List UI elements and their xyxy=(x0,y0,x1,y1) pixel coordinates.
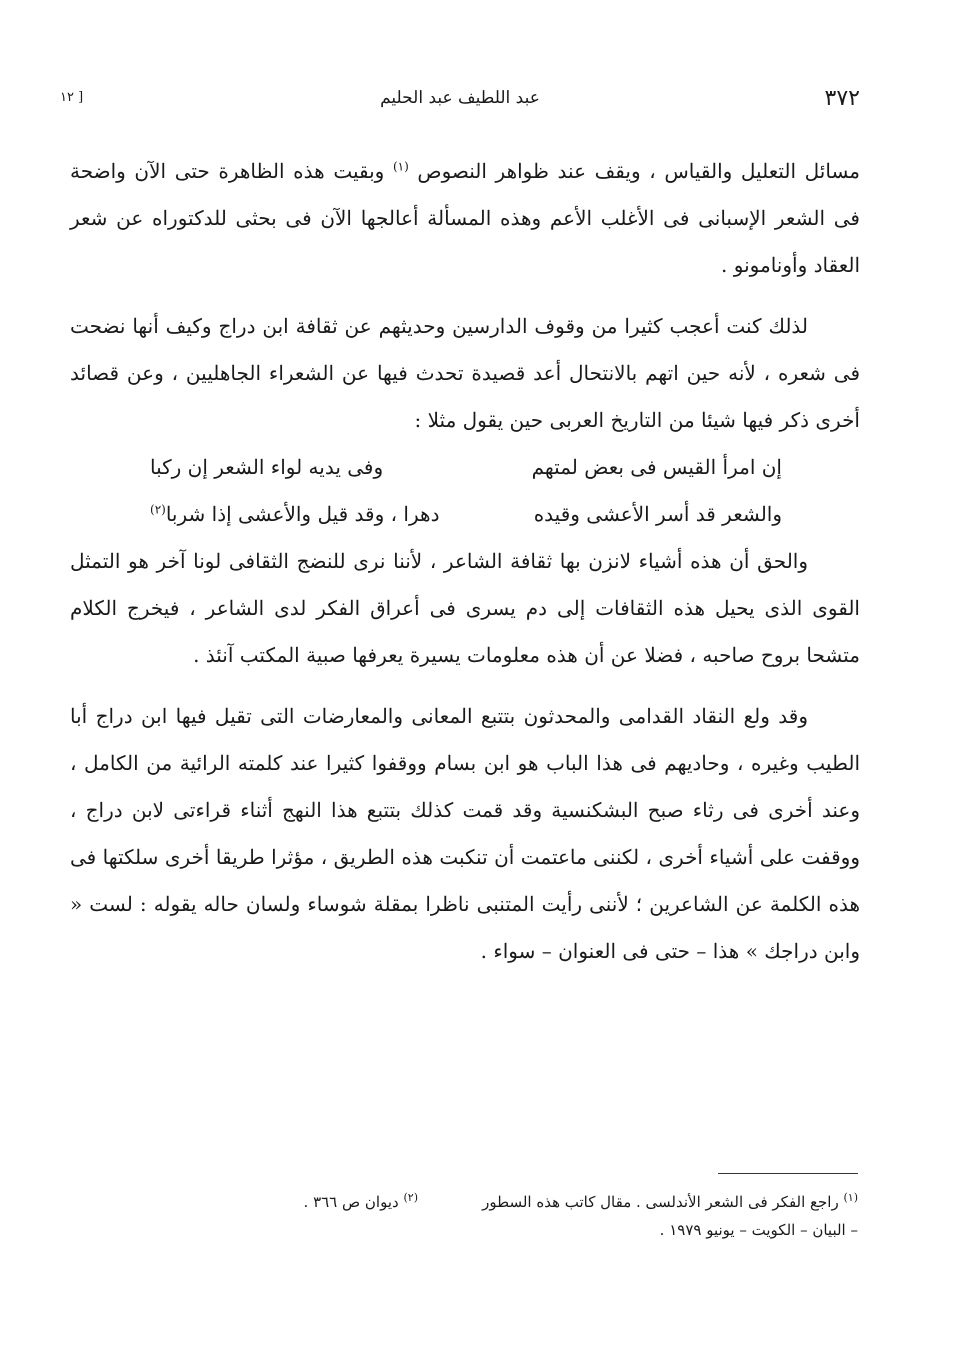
footnote-2-text: ديوان ص ٣٦٦ . xyxy=(303,1193,399,1211)
paragraph-1-part-a: مسائل التعليل والقياس ، ويقف عند ظواهر النصوص xyxy=(417,159,860,183)
verse-1-second-hemistich: وفى يديه لواء الشعر إن ركبا xyxy=(150,455,384,479)
paragraph-4: وقد ولع النقاد القدامى والمحدثون بتتبع المعانى والمعارضات التى تقيل فيها ابن دراج أبا الطيب وغيره ، وحاديهم فى هذا الباب هو ابن بسام ووقفوا كثيرا عند كلمته الرائية من الكامل ، وعند أخرى فى رثاء صبح البشكنسية وقد قمت كذلك بتتبع هذا النهج أثناء قراءتى لابن دراج ، ووقفت على أشياء أخرى ، لكننى ماعتمت أن تنكبت هذه الطريق ، مؤثرا طريقا أخرى سلكتها فى هذه الكلمة عن الشاعرين ؛ لأننى رأيت المتنبى ناظرا بمقلة شوساء ولسان حاله يقوله : لست « وابن دراجك » هذا – حتى فى العنوان – سواء . xyxy=(70,704,860,963)
main-text xyxy=(70,148,860,975)
paragraph-2: لذلك كنت أعجب كثيرا من وقوف الدارسين وحديثهم عن ثقافة ابن دراج وكيف أنها نضحت فى شعره ، لأنه حين اتهم بالانتحال أعد قصيدة تحدث فيها عن الشعراء الجاهليين ، وعن قصائد أخرى ذكر فيها شيئا من التاريخ العربى حين يقول مثلا : xyxy=(70,314,860,432)
paragraph-3: والحق أن هذه أشياء لانزن بها ثقافة الشاعر ، لأننا نرى للنضج الثقافى لونا آخر هو التمثل القوى الذى يحيل هذه الثقافات إلى دم يسرى فى أعراق الفكر لدى الشاعر ، فيخرج الكلام متشحا بروح صاحبه ، فضلا عن أن هذه معلومات يسيرة يعرفها صبية المكتب آنئذ . xyxy=(70,549,860,667)
signature-mark: [ ١٢ xyxy=(60,90,84,105)
footnote-2 xyxy=(304,1188,418,1216)
footnote-ref-1[interactable]: (١) xyxy=(392,159,409,174)
footnote-1 xyxy=(478,1188,858,1244)
verse-2-second-hemistich: دهرا ، وقد قيل والأعشى إذا شربا xyxy=(165,502,440,526)
footnote-ref-2[interactable]: (٢) xyxy=(150,502,166,517)
footnote-separator xyxy=(718,1173,858,1174)
running-head-author: عبد اللطيف عبد الحليم xyxy=(380,88,540,108)
running-header xyxy=(60,86,860,116)
footnote-1-text: راجع الفكر فى الشعر الأندلسى . مقال كاتب هذه السطور – البيان – الكويت – يونيو ١٩٧٩ . xyxy=(482,1193,858,1239)
paragraph-1 xyxy=(70,148,860,289)
footnote-1-marker: (١) xyxy=(843,1191,858,1204)
verse-block xyxy=(70,444,860,538)
verse-line-1 xyxy=(150,444,782,491)
paragraph-1-part-b: وبقيت هذه الظاهرة حتى الآن واضحة فى الشعر الإسبانى فى الأغلب الأعم وهذه المسألة أعالجها الآن فى بحثى للدكتوراه عن شعر العقاد وأونامونو . xyxy=(70,159,860,277)
verse-2-first-hemistich: والشعر قد أسر الأعشى وقيده xyxy=(533,502,782,526)
page-number: ٣٧٢ xyxy=(824,86,860,111)
verse-line-2 xyxy=(150,491,782,538)
verse-2-second-hemistich-wrap xyxy=(150,491,439,538)
footnote-2-marker: (٢) xyxy=(403,1191,418,1204)
verse-1-first-hemistich: إن امرأ القيس فى بعض لمتهم xyxy=(531,455,782,479)
